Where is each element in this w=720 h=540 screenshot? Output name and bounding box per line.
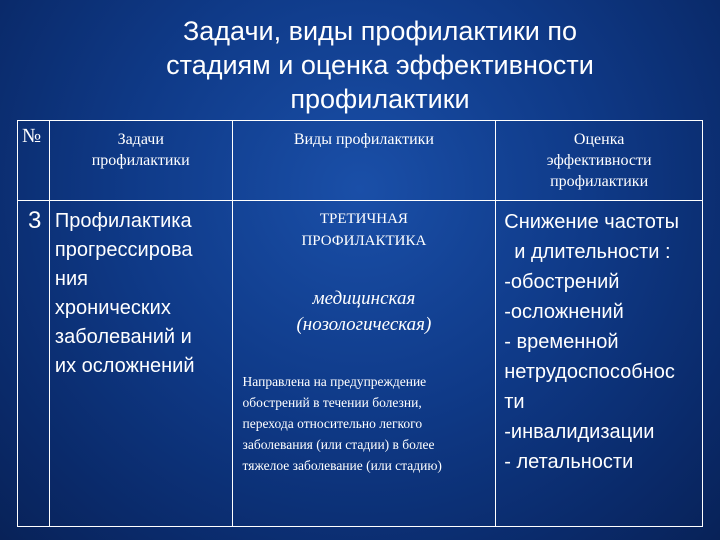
row-tasks-line: ния — [54, 268, 88, 290]
row-types-cell — [232, 201, 496, 527]
row-evaluation-line: - летальности — [504, 451, 634, 473]
row-tasks-line: заболеваний и — [54, 326, 192, 348]
table-row — [18, 201, 703, 527]
header-evaluation-line: профилактики — [550, 173, 649, 190]
header-evaluation-line: Оценка — [573, 131, 625, 148]
row-tasks-cell — [49, 201, 232, 527]
row-num: 3 — [28, 207, 42, 234]
prevention-type-description-line: перехода относительно легкого — [242, 416, 423, 431]
prevention-type-subtitle — [233, 286, 496, 338]
row-evaluation — [496, 201, 702, 477]
prevention-type-description-line: тяжелое заболевание (или стадию) — [242, 458, 442, 473]
prevention-type-description-line: Направлена на предупреждение — [242, 374, 427, 389]
slide-title-line: профилактики — [290, 84, 470, 114]
prevention-type-title-line: ТРЕТИЧНАЯ — [319, 211, 408, 227]
row-tasks-line: хронических — [54, 297, 171, 319]
header-types — [233, 121, 496, 150]
slide-title-line: Задачи, виды профилактики по — [182, 16, 578, 46]
header-evaluation-line: эффективности — [546, 152, 652, 169]
header-types-cell — [232, 121, 496, 201]
row-evaluation-line: и длительности : — [514, 241, 671, 263]
prevention-type-title-line: ПРОФИЛАКТИКА — [301, 233, 427, 249]
row-evaluation-line: Снижение частоты — [504, 211, 680, 233]
header-types-line: Виды профилактики — [293, 131, 434, 148]
header-evaluation-cell — [496, 121, 703, 201]
slide-title-line: стадиям и оценка эффективности — [166, 50, 594, 80]
header-tasks — [50, 121, 232, 171]
prevention-type-subtitle-line: медицинская — [312, 288, 416, 309]
slide-title — [110, 14, 650, 116]
table-header-row — [18, 121, 703, 201]
prevention-type-description-line: обострений в течении болезни, — [242, 395, 422, 410]
row-tasks-line: их осложнений — [54, 355, 195, 377]
row-evaluation-line: -осложнений — [504, 301, 624, 323]
row-evaluation-line: ти — [504, 391, 525, 413]
row-evaluation-line: -инвалидизации — [504, 421, 655, 443]
row-num-cell — [18, 201, 50, 527]
row-tasks-line: прогрессирова — [54, 239, 193, 261]
row-evaluation-line: - временной — [504, 331, 619, 353]
prevention-type-subtitle-line: (нозологическая) — [296, 314, 432, 335]
prevention-type-description-line: заболевания (или стадии) в более — [242, 437, 435, 452]
header-tasks-cell — [49, 121, 232, 201]
prevention-table — [17, 120, 703, 527]
row-evaluation-line: -обострений — [504, 271, 620, 293]
row-evaluation-line: нетрудоспособнос — [504, 361, 675, 383]
row-tasks-line: Профилактика — [54, 210, 192, 232]
header-num-cell — [18, 121, 50, 201]
header-tasks-line: Задачи — [117, 131, 164, 148]
prevention-type-title — [233, 201, 496, 252]
row-evaluation-cell — [496, 201, 703, 527]
prevention-type-description — [233, 354, 496, 476]
header-evaluation — [496, 121, 702, 192]
row-tasks — [50, 201, 232, 381]
header-num: № — [22, 125, 42, 147]
header-tasks-line: профилактики — [91, 152, 190, 169]
